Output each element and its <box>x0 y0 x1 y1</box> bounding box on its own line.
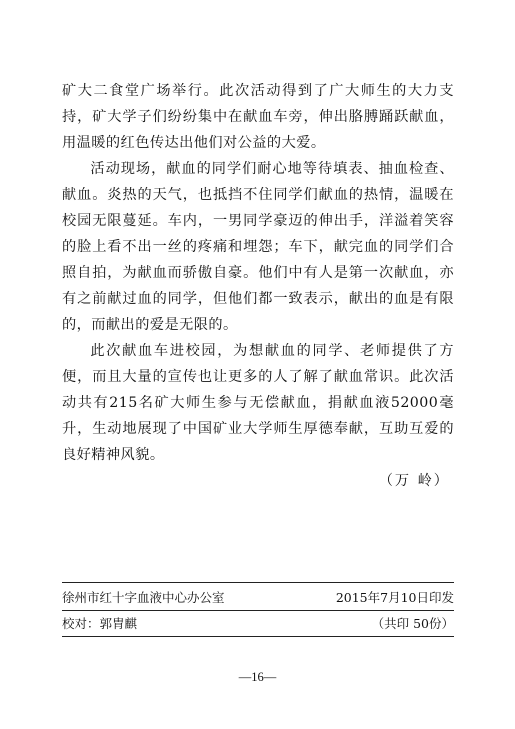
proofreader: 校对：郭胄麒 <box>62 616 138 631</box>
author-signature: （万 岭） <box>378 473 450 489</box>
page-number: —16— <box>238 670 277 684</box>
article-paragraph-2: 活动现场，献血的同学们耐心地等待填表、抽血检查、献血。炎热的天气，也抵挡不住同学们献血的热情，温暖在校园无限蔓延。车内，一男同学豪迈的伸出手，洋溢着笑容的脸上看不出一丝的疼痛和埋怨；车下，献完血的同学们合照自拍，为献血而骄傲自豪。他们中有人是第一次献血，亦有之前献过血的同学，但他们都一致表示，献出的血是有限的，而献出的爱是无限的。 <box>62 161 454 333</box>
article-paragraph-3: 此次献血车进校园，为想献血的同学、老师提供了方便，而且大量的宣传也让更多的人了解了献血常识。此次活动共有215名矿大师生参与无偿献血，捐献血液52000毫升，生动地展现了中国矿业大学师生厚德奉献，互助互爱的良好精神风貌。 <box>62 343 454 463</box>
footer-proof-row <box>62 611 454 635</box>
issue-date: 2015年7月10日印发 <box>335 590 454 605</box>
article-paragraph-1: 矿大二食堂广场举行。此次活动得到了广大师生的大力支持，矿大学子们纷纷集中在献血车旁，伸出胳膊踊跃献血，用温暖的红色传达出他们对公益的大爱。 <box>62 83 454 151</box>
footer-rule-top <box>62 582 454 583</box>
issuer-name: 徐州市红十字血液中心办公室 <box>62 590 225 605</box>
footer-rule-bottom <box>62 636 454 637</box>
article-body <box>62 78 454 494</box>
copies-count: （共印 50份） <box>371 616 454 631</box>
footer-issue-row <box>62 585 454 609</box>
